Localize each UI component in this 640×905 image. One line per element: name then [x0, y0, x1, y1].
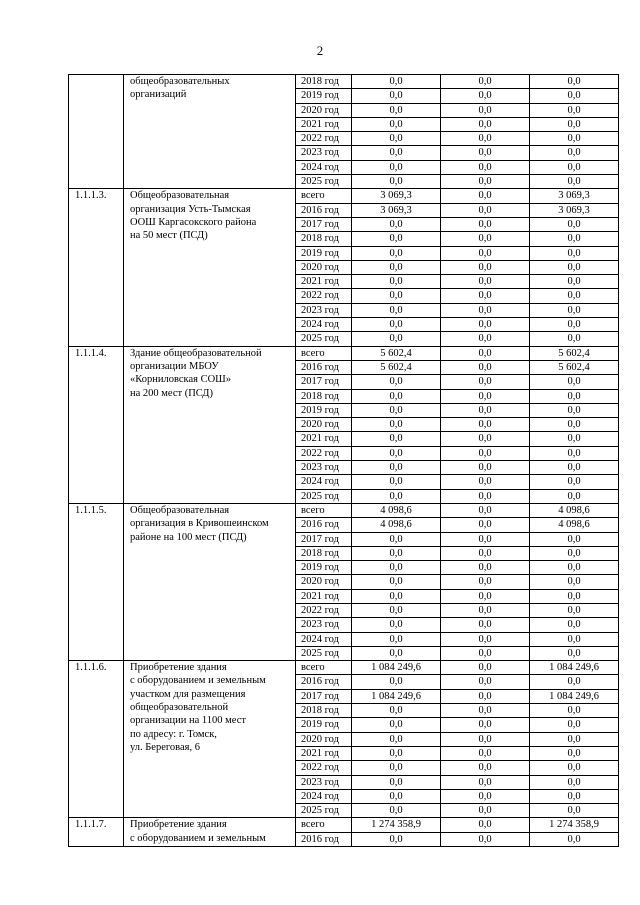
total-cell: 0,0	[352, 589, 441, 603]
regional-cell: 0,0	[530, 632, 619, 646]
period-cell: 2016 год	[296, 832, 352, 846]
regional-cell: 0,0	[530, 489, 619, 503]
regional-cell: 0,0	[530, 117, 619, 131]
total-cell: 4 098,6	[352, 518, 441, 532]
total-cell: 0,0	[352, 332, 441, 346]
total-cell: 0,0	[352, 103, 441, 117]
regional-cell: 0,0	[530, 217, 619, 231]
regional-cell: 0,0	[530, 446, 619, 460]
regional-cell: 0,0	[530, 160, 619, 174]
regional-cell: 0,0	[530, 146, 619, 160]
period-cell: 2024 год	[296, 632, 352, 646]
federal-cell: 0,0	[441, 432, 530, 446]
total-cell: 0,0	[352, 389, 441, 403]
period-cell: 2018 год	[296, 75, 352, 89]
regional-cell: 0,0	[530, 260, 619, 274]
table-row	[69, 818, 619, 832]
period-cell: 2018 год	[296, 704, 352, 718]
total-cell: 0,0	[352, 546, 441, 560]
federal-cell: 0,0	[441, 503, 530, 517]
federal-cell: 0,0	[441, 761, 530, 775]
regional-cell: 0,0	[530, 603, 619, 617]
item-name-line: ул. Береговая, 6	[130, 741, 200, 753]
total-cell: 0,0	[352, 446, 441, 460]
regional-cell: 1 084 249,6	[530, 689, 619, 703]
item-name	[124, 346, 296, 503]
regional-cell: 0,0	[530, 132, 619, 146]
federal-cell: 0,0	[441, 489, 530, 503]
regional-cell: 0,0	[530, 89, 619, 103]
table-row	[69, 189, 619, 203]
total-cell: 0,0	[352, 289, 441, 303]
total-cell: 0,0	[352, 789, 441, 803]
regional-cell: 0,0	[530, 775, 619, 789]
total-cell: 0,0	[352, 375, 441, 389]
item-name-line: организации МБОУ	[130, 360, 219, 372]
regional-cell: 1 274 358,9	[530, 818, 619, 832]
federal-cell: 0,0	[441, 746, 530, 760]
item-code: 1.1.1.5.	[69, 503, 124, 660]
period-cell: 2025 год	[296, 646, 352, 660]
total-cell: 0,0	[352, 117, 441, 131]
total-cell: 0,0	[352, 75, 441, 89]
period-cell: 2023 год	[296, 775, 352, 789]
item-name-line: Общеобразовательная	[130, 190, 230, 202]
federal-cell: 0,0	[441, 546, 530, 560]
period-cell: 2021 год	[296, 746, 352, 760]
federal-cell: 0,0	[441, 246, 530, 260]
federal-cell: 0,0	[441, 318, 530, 332]
period-cell: 2020 год	[296, 103, 352, 117]
regional-cell: 4 098,6	[530, 503, 619, 517]
regional-cell: 0,0	[530, 475, 619, 489]
total-cell: 0,0	[352, 532, 441, 546]
period-cell: 2022 год	[296, 132, 352, 146]
federal-cell: 0,0	[441, 75, 530, 89]
period-cell: 2021 год	[296, 589, 352, 603]
total-cell: 0,0	[352, 232, 441, 246]
regional-cell: 0,0	[530, 832, 619, 846]
total-cell: 0,0	[352, 675, 441, 689]
regional-cell: 0,0	[530, 389, 619, 403]
regional-cell: 0,0	[530, 403, 619, 417]
total-cell: 0,0	[352, 418, 441, 432]
total-cell: 0,0	[352, 475, 441, 489]
total-cell: 0,0	[352, 89, 441, 103]
regional-cell: 0,0	[530, 761, 619, 775]
federal-cell: 0,0	[441, 103, 530, 117]
period-cell: 2023 год	[296, 303, 352, 317]
period-cell: 2025 год	[296, 332, 352, 346]
item-name-line: общеобразовательных	[130, 76, 230, 87]
total-cell: 0,0	[352, 260, 441, 274]
item-code	[69, 75, 124, 189]
item-name-line: организации на 1100 мест	[130, 715, 246, 727]
federal-cell: 0,0	[441, 475, 530, 489]
period-cell: всего	[296, 503, 352, 517]
total-cell: 4 098,6	[352, 503, 441, 517]
regional-cell: 0,0	[530, 804, 619, 818]
period-cell: 2025 год	[296, 489, 352, 503]
item-name	[124, 818, 296, 847]
period-cell: 2024 год	[296, 789, 352, 803]
regional-cell: 0,0	[530, 332, 619, 346]
budget-table-body	[69, 75, 619, 847]
regional-cell: 0,0	[530, 646, 619, 660]
total-cell: 0,0	[352, 160, 441, 174]
regional-cell: 3 069,3	[530, 189, 619, 203]
regional-cell: 0,0	[530, 789, 619, 803]
federal-cell: 0,0	[441, 561, 530, 575]
federal-cell: 0,0	[441, 818, 530, 832]
federal-cell: 0,0	[441, 160, 530, 174]
regional-cell: 0,0	[530, 575, 619, 589]
total-cell: 5 602,4	[352, 360, 441, 374]
item-name-line: Здание общеобразовательной	[130, 347, 262, 359]
regional-cell: 0,0	[530, 303, 619, 317]
federal-cell: 0,0	[441, 446, 530, 460]
federal-cell: 0,0	[441, 132, 530, 146]
total-cell: 1 084 249,6	[352, 661, 441, 675]
period-cell: всего	[296, 818, 352, 832]
total-cell: 0,0	[352, 632, 441, 646]
period-cell: 2017 год	[296, 375, 352, 389]
period-cell: 2016 год	[296, 518, 352, 532]
total-cell: 0,0	[352, 175, 441, 189]
item-code: 1.1.1.4.	[69, 346, 124, 503]
total-cell: 0,0	[352, 403, 441, 417]
period-cell: 2023 год	[296, 146, 352, 160]
federal-cell: 0,0	[441, 260, 530, 274]
federal-cell: 0,0	[441, 303, 530, 317]
regional-cell: 0,0	[530, 232, 619, 246]
period-cell: 2018 год	[296, 232, 352, 246]
regional-cell: 0,0	[530, 589, 619, 603]
period-cell: 2020 год	[296, 418, 352, 432]
regional-cell: 0,0	[530, 546, 619, 560]
period-cell: 2017 год	[296, 532, 352, 546]
regional-cell: 0,0	[530, 275, 619, 289]
total-cell: 0,0	[352, 318, 441, 332]
federal-cell: 0,0	[441, 704, 530, 718]
table-row	[69, 661, 619, 675]
period-cell: 2019 год	[296, 246, 352, 260]
regional-cell: 0,0	[530, 103, 619, 117]
regional-cell: 0,0	[530, 718, 619, 732]
period-cell: 2023 год	[296, 461, 352, 475]
total-cell: 0,0	[352, 618, 441, 632]
total-cell: 0,0	[352, 746, 441, 760]
federal-cell: 0,0	[441, 360, 530, 374]
period-cell: 2017 год	[296, 689, 352, 703]
regional-cell: 0,0	[530, 75, 619, 89]
total-cell: 1 084 249,6	[352, 689, 441, 703]
item-code: 1.1.1.7.	[69, 818, 124, 847]
regional-cell: 0,0	[530, 618, 619, 632]
item-name-line: на 50 мест (ПСД)	[130, 230, 208, 242]
item-name-line: с оборудованием и земельным	[130, 832, 266, 844]
federal-cell: 0,0	[441, 775, 530, 789]
item-name-line: по адресу: г. Томск,	[130, 728, 217, 740]
period-cell: 2016 год	[296, 360, 352, 374]
period-cell: 2017 год	[296, 217, 352, 231]
regional-cell: 0,0	[530, 318, 619, 332]
period-cell: 2020 год	[296, 575, 352, 589]
federal-cell: 0,0	[441, 189, 530, 203]
period-cell: 2025 год	[296, 804, 352, 818]
regional-cell: 4 098,6	[530, 518, 619, 532]
item-name-line: на 200 мест (ПСД)	[130, 387, 213, 399]
item-name-line: участком для размещения	[130, 688, 246, 700]
period-cell: 2022 год	[296, 289, 352, 303]
total-cell: 3 069,3	[352, 203, 441, 217]
federal-cell: 0,0	[441, 632, 530, 646]
period-cell: 2023 год	[296, 618, 352, 632]
federal-cell: 0,0	[441, 275, 530, 289]
period-cell: 2024 год	[296, 318, 352, 332]
federal-cell: 0,0	[441, 589, 530, 603]
period-cell: 2016 год	[296, 203, 352, 217]
item-name-line: Приобретение здания	[130, 819, 227, 831]
federal-cell: 0,0	[441, 332, 530, 346]
total-cell: 0,0	[352, 832, 441, 846]
regional-cell: 0,0	[530, 375, 619, 389]
period-cell: 2020 год	[296, 732, 352, 746]
period-cell: 2022 год	[296, 446, 352, 460]
period-cell: 2019 год	[296, 561, 352, 575]
item-name	[124, 189, 296, 346]
period-cell: 2022 год	[296, 603, 352, 617]
regional-cell: 0,0	[530, 532, 619, 546]
federal-cell: 0,0	[441, 232, 530, 246]
total-cell: 0,0	[352, 561, 441, 575]
item-code: 1.1.1.6.	[69, 661, 124, 818]
total-cell: 0,0	[352, 303, 441, 317]
period-cell: 2024 год	[296, 475, 352, 489]
item-name-line: общеобразовательной	[130, 702, 229, 714]
regional-cell: 0,0	[530, 246, 619, 260]
item-name	[124, 661, 296, 818]
federal-cell: 0,0	[441, 403, 530, 417]
federal-cell: 0,0	[441, 675, 530, 689]
federal-cell: 0,0	[441, 146, 530, 160]
federal-cell: 0,0	[441, 689, 530, 703]
total-cell: 3 069,3	[352, 189, 441, 203]
period-cell: 2021 год	[296, 275, 352, 289]
total-cell: 0,0	[352, 246, 441, 260]
period-cell: 2025 год	[296, 175, 352, 189]
federal-cell: 0,0	[441, 461, 530, 475]
item-name-line: «Корниловская СОШ»	[130, 374, 232, 386]
total-cell: 0,0	[352, 461, 441, 475]
federal-cell: 0,0	[441, 418, 530, 432]
table-row	[69, 75, 619, 89]
federal-cell: 0,0	[441, 289, 530, 303]
regional-cell: 0,0	[530, 561, 619, 575]
federal-cell: 0,0	[441, 532, 530, 546]
federal-cell: 0,0	[441, 661, 530, 675]
period-cell: 2018 год	[296, 546, 352, 560]
total-cell: 0,0	[352, 646, 441, 660]
item-name	[124, 75, 296, 189]
federal-cell: 0,0	[441, 732, 530, 746]
regional-cell: 0,0	[530, 289, 619, 303]
federal-cell: 0,0	[441, 832, 530, 846]
period-cell: 2018 год	[296, 389, 352, 403]
period-cell: 2021 год	[296, 432, 352, 446]
federal-cell: 0,0	[441, 117, 530, 131]
total-cell: 0,0	[352, 217, 441, 231]
table-row	[69, 503, 619, 517]
total-cell: 0,0	[352, 761, 441, 775]
total-cell: 0,0	[352, 775, 441, 789]
regional-cell: 3 069,3	[530, 203, 619, 217]
item-name-line: районе на 100 мест (ПСД)	[130, 531, 247, 543]
regional-cell: 0,0	[530, 704, 619, 718]
total-cell: 0,0	[352, 575, 441, 589]
item-name-line: Приобретение здания	[130, 662, 227, 674]
item-name-line: Общеобразовательная	[130, 504, 230, 516]
federal-cell: 0,0	[441, 789, 530, 803]
federal-cell: 0,0	[441, 389, 530, 403]
regional-cell: 5 602,4	[530, 346, 619, 360]
period-cell: 2021 год	[296, 117, 352, 131]
item-code: 1.1.1.3.	[69, 189, 124, 346]
federal-cell: 0,0	[441, 175, 530, 189]
federal-cell: 0,0	[441, 575, 530, 589]
total-cell: 0,0	[352, 146, 441, 160]
budget-table	[68, 74, 619, 847]
regional-cell: 0,0	[530, 732, 619, 746]
regional-cell: 1 084 249,6	[530, 661, 619, 675]
table-row	[69, 346, 619, 360]
federal-cell: 0,0	[441, 217, 530, 231]
federal-cell: 0,0	[441, 203, 530, 217]
period-cell: 2019 год	[296, 89, 352, 103]
period-cell: 2016 год	[296, 675, 352, 689]
item-name	[124, 503, 296, 660]
total-cell: 0,0	[352, 718, 441, 732]
regional-cell: 5 602,4	[530, 360, 619, 374]
period-cell: всего	[296, 189, 352, 203]
period-cell: всего	[296, 346, 352, 360]
federal-cell: 0,0	[441, 804, 530, 818]
total-cell: 0,0	[352, 489, 441, 503]
period-cell: 2022 год	[296, 761, 352, 775]
item-name-line: организация Усть-Тымская	[130, 203, 251, 215]
regional-cell: 0,0	[530, 746, 619, 760]
period-cell: 2020 год	[296, 260, 352, 274]
regional-cell: 0,0	[530, 461, 619, 475]
total-cell: 0,0	[352, 704, 441, 718]
regional-cell: 0,0	[530, 675, 619, 689]
total-cell: 1 274 358,9	[352, 818, 441, 832]
item-name-line: с оборудованием и земельным	[130, 675, 266, 687]
total-cell: 0,0	[352, 432, 441, 446]
item-name-line: ООШ Каргасокского района	[130, 216, 257, 228]
total-cell: 0,0	[352, 603, 441, 617]
item-name-line: организация в Кривошеинском	[130, 518, 269, 530]
federal-cell: 0,0	[441, 603, 530, 617]
total-cell: 0,0	[352, 804, 441, 818]
regional-cell: 0,0	[530, 432, 619, 446]
federal-cell: 0,0	[441, 375, 530, 389]
period-cell: 2024 год	[296, 160, 352, 174]
item-name-line: организаций	[130, 89, 187, 101]
federal-cell: 0,0	[441, 346, 530, 360]
regional-cell: 0,0	[530, 418, 619, 432]
total-cell: 5 602,4	[352, 346, 441, 360]
total-cell: 0,0	[352, 275, 441, 289]
total-cell: 0,0	[352, 132, 441, 146]
regional-cell: 0,0	[530, 175, 619, 189]
federal-cell: 0,0	[441, 718, 530, 732]
period-cell: всего	[296, 661, 352, 675]
period-cell: 2019 год	[296, 403, 352, 417]
total-cell: 0,0	[352, 732, 441, 746]
federal-cell: 0,0	[441, 646, 530, 660]
federal-cell: 0,0	[441, 89, 530, 103]
federal-cell: 0,0	[441, 618, 530, 632]
federal-cell: 0,0	[441, 518, 530, 532]
page-number: 2	[316, 43, 324, 58]
period-cell: 2019 год	[296, 718, 352, 732]
